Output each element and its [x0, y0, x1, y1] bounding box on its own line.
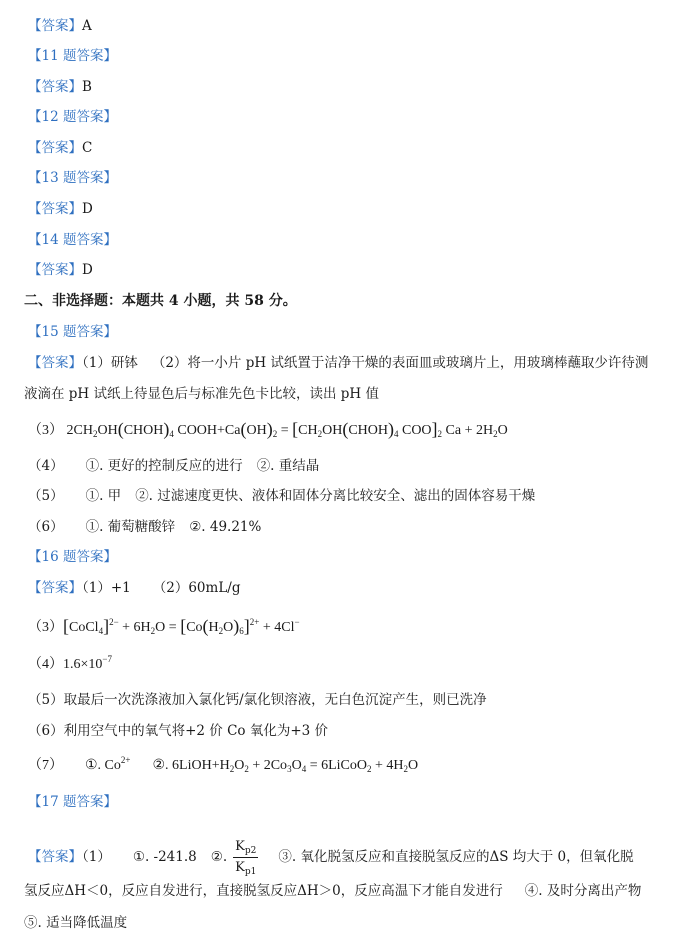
q16-equation: （3）[CoCl$_4$]$^{2-}$ + $6H_2O = [Co(H_2O)_6]^{2+} + 4Cl^-$ — [28, 616, 300, 636]
answer-line-13 — [28, 200, 93, 218]
q15-line-4: （4） ①. 更好的控制反应的进行 ②. 重结晶 — [28, 458, 320, 474]
q16-line-4: $(4)1.6\times 10^{-7}$ — [28, 654, 112, 672]
q16-line-5: （5）取最后一次洗涤液加入氯化钙/氯化钡溶液，无白色沉淀产生，则已洗净 — [28, 692, 487, 708]
q17-line-2: 氢反应ΔH＜0，反应自发进行，直接脱氢反应ΔH＞0，反应高温下才能自发进行 ④. 及时分离出产物 — [24, 883, 642, 899]
question-17-title: 【17 题答案】 — [28, 794, 117, 810]
answer-value: A — [82, 18, 92, 34]
q15-line-6: （6） ①. 葡萄糖酸锌 ②. 49.21% — [28, 519, 262, 535]
answer-tag: 【答案】 — [28, 79, 82, 95]
q16-line-6: （6）利用空气中的氧气将+2 价 Co 氧化为+3 价 — [28, 723, 329, 739]
answer-line-1 — [28, 17, 92, 35]
q16-line-1: 【答案】（1）+1 （2）60mL/g — [28, 580, 241, 596]
answer-tag: 【答案】 — [28, 580, 82, 596]
answer-value: D — [82, 262, 93, 278]
question-13-title: 【13 题答案】 — [28, 170, 117, 186]
kp-ratio-fraction: $\frac{K_{p2}}{K_{p1}}$ — [235, 839, 257, 877]
answer-tag: 【答案】 — [28, 262, 82, 278]
q15-line-2: 液滴在 pH 试纸上待显色后与标准先色卡比较，读出 pH 值 — [24, 386, 379, 402]
answer-value: D — [82, 201, 93, 217]
q16-line-7: （7） ①. $Co^{2+}$ ②. $6LiOH+H_2O_2 + 2Co_3O_4$ = 6LiCoO$_2$ + $4H_2O$ — [28, 755, 419, 774]
q15-equation: （3） $2CH_2OH(CHOH)_4$ $COOH+Ca(OH)_2$ = [$CH_2OH(CHOH)_4$ $COO]_2$ $Ca + 2H_2O$ — [28, 419, 508, 439]
answer-tag: 【答案】 — [28, 201, 82, 217]
question-15-title: 【15 题答案】 — [28, 324, 117, 340]
answer-tag: 【答案】 — [28, 18, 82, 34]
q15-line-5: （5） ①. 甲 ②. 过滤速度更快、液体和固体分离比较安全、滤出的固体容易干燥 — [28, 488, 536, 504]
answer-tag: 【答案】 — [28, 849, 82, 865]
question-11-title: 【11 题答案】 — [28, 48, 117, 64]
q17-line-3: ⑤. 适当降低温度 — [24, 915, 128, 931]
answer-line-11 — [28, 78, 92, 96]
answer-value: B — [82, 79, 92, 95]
section-heading: 二、非选择题：本题共 4 小题，共 58 分。 — [24, 293, 297, 309]
answer-line-12 — [28, 139, 92, 157]
answer-line-14 — [28, 261, 93, 279]
answer-tag: 【答案】 — [28, 355, 82, 371]
q17-line-1: 【答案】（1） ①. -241.8 ②. $\frac{K_{p2}}{K_{p1}}$ ③. 氧化脱氢反应和直接脱氢反应的ΔS 均大于 0，但氧化脱 — [28, 839, 634, 877]
answer-value: C — [82, 140, 93, 156]
question-14-title: 【14 题答案】 — [28, 232, 117, 248]
answer-tag: 【答案】 — [28, 140, 82, 156]
question-16-title: 【16 题答案】 — [28, 549, 117, 565]
question-12-title: 【12 题答案】 — [28, 109, 117, 125]
q15-line-1: 【答案】（1）研钵 （2）将一小片 pH 试纸置于洁净干燥的表面皿或玻璃片上，用玻璃棒蘸取少许待测 — [28, 355, 649, 371]
